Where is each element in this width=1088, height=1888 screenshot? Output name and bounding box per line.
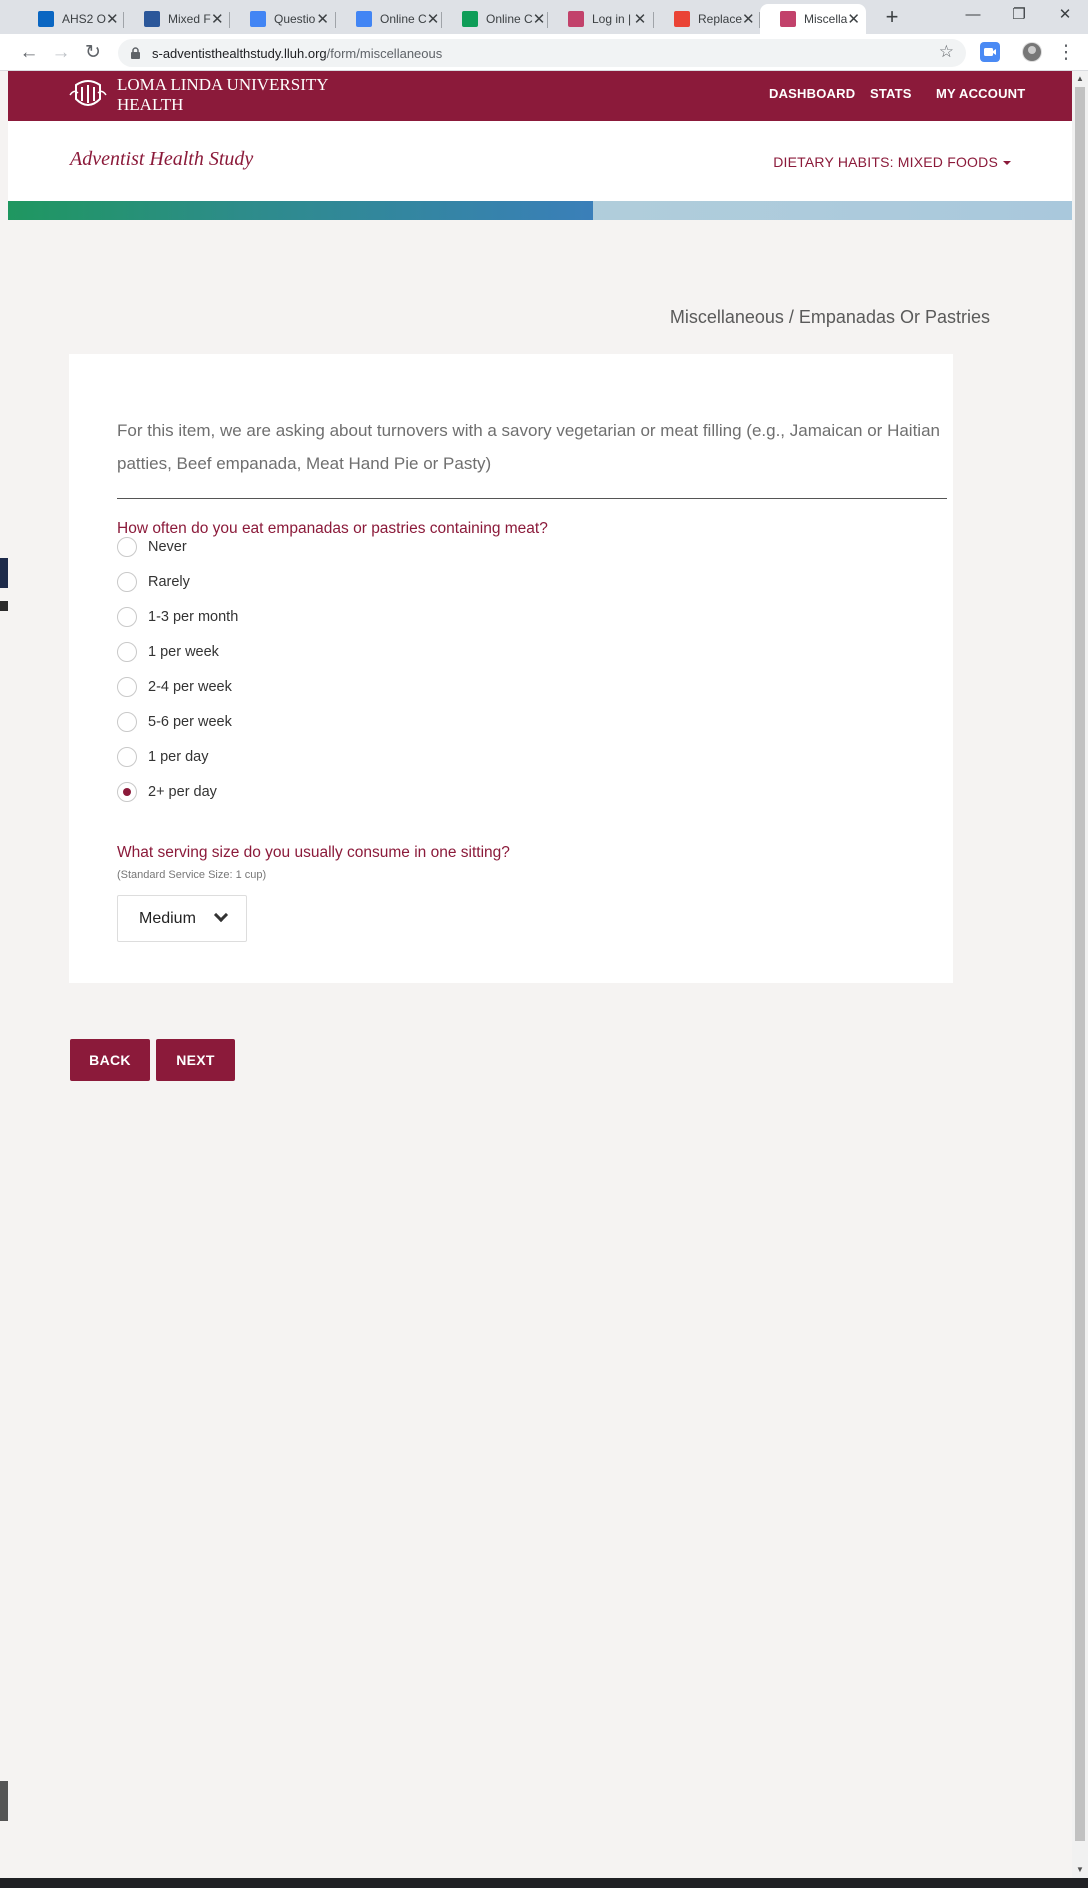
browser-tab-label: Online C (380, 12, 427, 26)
radio-button[interactable] (117, 607, 137, 627)
breadcrumb: Miscellaneous / Empanadas Or Pastries (669, 307, 990, 327)
browser-menu-icon[interactable]: ⋮ (1056, 42, 1076, 63)
minimize-icon[interactable]: — (965, 6, 981, 23)
nav-stats[interactable]: STATS (870, 86, 912, 101)
onedrive-icon (38, 11, 54, 27)
serving-size-hint: (Standard Service Size: 1 cup) (117, 869, 267, 881)
browser-tab-label: Mixed F (168, 12, 211, 26)
frequency-option-label: 2+ per day (148, 784, 217, 800)
radio-button[interactable] (117, 782, 137, 802)
close-window-icon[interactable]: ✕ (1058, 6, 1072, 23)
page-scrollbar[interactable] (1072, 71, 1088, 1878)
browser-tab[interactable] (442, 4, 548, 34)
close-tab-icon[interactable]: ✕ (532, 11, 546, 28)
frequency-option[interactable] (117, 571, 190, 593)
url-host: s-adventisthealthstudy.lluh.org (152, 45, 327, 61)
progress-bar-fill (8, 201, 593, 220)
browser-tab[interactable] (760, 4, 866, 34)
llu-icon (780, 11, 796, 27)
browser-tab[interactable] (230, 4, 336, 34)
frequency-question: How often do you eat empanadas or pastries containing meat? (117, 520, 548, 537)
close-tab-icon[interactable]: ✕ (633, 11, 647, 28)
new-tab-button[interactable]: + (885, 4, 899, 29)
lock-icon (130, 47, 142, 59)
progress-bar (8, 201, 1072, 220)
scroll-down-arrow-icon[interactable]: ▼ (1076, 1865, 1084, 1874)
frequency-option[interactable] (117, 536, 187, 558)
browser-tab-label: AHS2 O (62, 12, 107, 26)
browser-tab[interactable] (336, 4, 442, 34)
close-tab-icon[interactable]: ✕ (211, 11, 224, 28)
frequency-option[interactable] (117, 606, 238, 628)
browser-tab-label: Log in | (592, 12, 632, 26)
item-description: For this item, we are asking about turnovers with a savory vegetarian or meat filling (e.g., Jamaican or Haitian patties, Beef empanada, Meat Hand Pie or Pasty) (117, 421, 940, 473)
serving-size-question: What serving size do you usually consume in one sitting? (117, 844, 510, 861)
llu-icon (568, 11, 584, 27)
frequency-option-label: 1 per week (148, 644, 219, 660)
browser-toolbar (0, 34, 1088, 71)
browser-tab[interactable] (18, 4, 124, 34)
radio-button[interactable] (117, 747, 137, 767)
restore-icon[interactable]: ❐ (1012, 6, 1026, 23)
url-path: /form/miscellaneous (326, 45, 443, 61)
google-sheets-icon (462, 11, 478, 27)
llu-seal-logo (68, 75, 108, 113)
google-docs-icon (250, 11, 266, 27)
frequency-option[interactable] (117, 676, 232, 698)
browser-tab-label: Replace (698, 12, 743, 26)
gmail-icon (674, 11, 690, 27)
radio-button[interactable] (117, 572, 137, 592)
bookmark-star-icon[interactable]: ☆ (938, 42, 954, 61)
brand-line-2: HEALTH (117, 95, 184, 114)
frequency-option-label: Never (148, 539, 187, 555)
divider (117, 498, 947, 499)
address-bar[interactable] (118, 39, 966, 67)
chevron-down-icon (214, 908, 228, 922)
frequency-option[interactable] (117, 641, 219, 663)
scroll-up-arrow-icon[interactable]: ▲ (1076, 74, 1084, 83)
frequency-option-label: Rarely (148, 574, 190, 590)
serving-size-value: Medium (139, 909, 196, 927)
site-top-nav (8, 71, 1072, 121)
study-header (8, 121, 1072, 201)
browser-tab-label: Questio (274, 12, 316, 26)
frequency-option-label: 5-6 per week (148, 714, 232, 730)
taskbar-edge (0, 1878, 1088, 1888)
forward-arrow-icon[interactable]: → (51, 42, 71, 63)
frequency-option[interactable] (117, 711, 232, 733)
word-icon (144, 11, 160, 27)
question-card (69, 354, 953, 983)
browser-tab-label: Online C (486, 12, 533, 26)
next-button[interactable]: NEXT (156, 1039, 235, 1081)
brand-name[interactable] (117, 75, 329, 115)
close-tab-icon[interactable]: ✕ (426, 11, 440, 28)
back-button[interactable]: BACK (70, 1039, 150, 1081)
close-tab-icon[interactable]: ✕ (742, 11, 755, 28)
back-arrow-icon[interactable]: ← (19, 42, 39, 63)
frequency-option-label: 1 per day (148, 749, 209, 765)
frequency-option-label: 2-4 per week (148, 679, 232, 695)
browser-tab-strip (0, 0, 1088, 34)
radio-button[interactable] (117, 642, 137, 662)
page-viewport (8, 71, 1072, 1878)
reload-icon[interactable]: ↻ (85, 42, 101, 63)
browser-tab[interactable] (124, 4, 230, 34)
google-docs-icon (356, 11, 372, 27)
radio-button[interactable] (117, 677, 137, 697)
browser-tab-label: Miscella (804, 12, 848, 26)
caret-down-icon (1003, 161, 1011, 165)
serving-size-select[interactable] (117, 895, 247, 942)
section-dropdown[interactable] (773, 154, 1011, 170)
browser-tab[interactable] (654, 4, 760, 34)
browser-tab[interactable] (548, 4, 654, 34)
radio-button[interactable] (117, 712, 137, 732)
frequency-option[interactable] (117, 746, 208, 768)
nav-dashboard[interactable]: DASHBOARD (769, 86, 856, 101)
brand-line-1: LOMA LINDA UNIVERSITY (117, 75, 329, 94)
section-dropdown-label: DIETARY HABITS: MIXED FOODS (773, 154, 998, 170)
frequency-option-label: 1-3 per month (148, 609, 239, 625)
profile-avatar-icon[interactable] (1022, 42, 1042, 62)
left-window-edge (0, 71, 8, 1878)
study-title[interactable]: Adventist Health Study (70, 148, 254, 170)
frequency-option[interactable] (117, 781, 217, 803)
nav-my-account[interactable]: MY ACCOUNT (936, 86, 1026, 101)
radio-button[interactable] (117, 537, 137, 557)
close-tab-icon[interactable]: ✕ (106, 11, 119, 28)
close-tab-icon[interactable]: ✕ (316, 11, 329, 28)
zoom-extension-icon[interactable] (980, 42, 1000, 62)
close-tab-icon[interactable]: ✕ (847, 11, 860, 28)
scrollbar-thumb[interactable] (1075, 87, 1085, 1841)
